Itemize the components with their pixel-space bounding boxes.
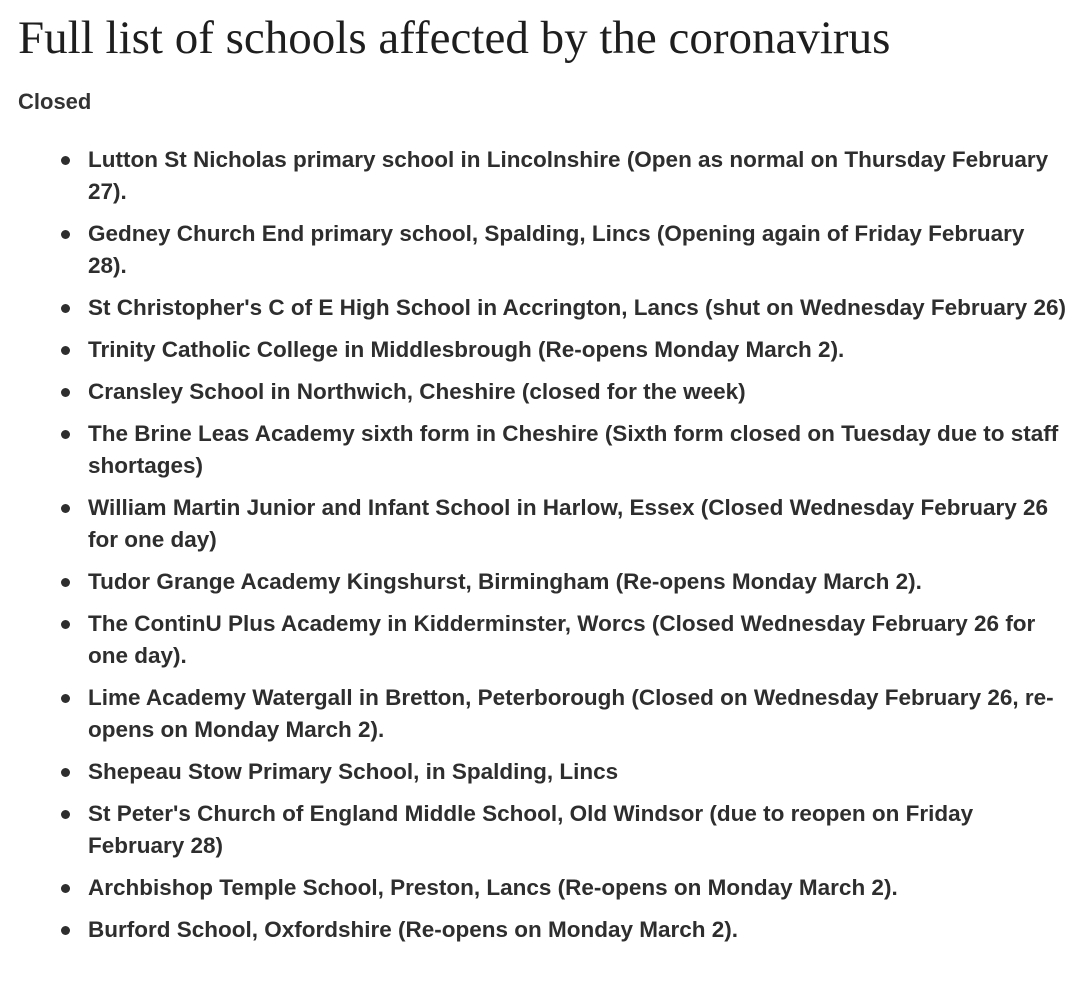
list-item-text: Archbishop Temple School, Preston, Lancs (Re-opens on Monday March 2). — [88, 875, 898, 900]
list-item-text: Burford School, Oxfordshire (Re-opens on Monday March 2). — [88, 917, 739, 942]
bullet-icon — [61, 304, 70, 313]
list-item-text: Tudor Grange Academy Kingshurst, Birmingham (Re-opens Monday March 2). — [88, 569, 922, 594]
bullet-icon — [61, 346, 70, 355]
bullet-icon — [61, 504, 70, 513]
list-item — [0, 218, 1068, 282]
bullet-icon — [61, 810, 70, 819]
list-item-text: Lime Academy Watergall in Bretton, Peterborough (Closed on Wednesday February 26, re-opens on Monday March 2). — [88, 685, 1054, 742]
bullet-icon — [61, 230, 70, 239]
list-item-text: Cransley School in Northwich, Cheshire (closed for the week) — [88, 379, 746, 404]
article-title: Full list of schools affected by the coronavirus — [18, 12, 891, 64]
list-item — [0, 566, 1068, 598]
list-item-text: The ContinU Plus Academy in Kidderminster, Worcs (Closed Wednesday February 26 for one day). — [88, 611, 1036, 668]
bullet-icon — [61, 884, 70, 893]
list-item — [0, 144, 1068, 208]
list-item — [0, 492, 1068, 556]
bullet-icon — [61, 388, 70, 397]
school-list — [0, 144, 1068, 956]
bullet-icon — [61, 430, 70, 439]
list-item — [0, 376, 1068, 408]
list-item-text: St Peter's Church of England Middle School, Old Windsor (due to reopen on Friday February 28) — [88, 801, 974, 858]
list-item — [0, 608, 1068, 672]
list-item-text: Lutton St Nicholas primary school in Lincolnshire (Open as normal on Thursday February 27). — [88, 147, 1049, 204]
list-item — [0, 798, 1068, 862]
list-item — [0, 914, 1068, 946]
list-item — [0, 682, 1068, 746]
list-item — [0, 872, 1068, 904]
list-item — [0, 334, 1068, 366]
bullet-icon — [61, 694, 70, 703]
bullet-icon — [61, 926, 70, 935]
list-item-text: William Martin Junior and Infant School in Harlow, Essex (Closed Wednesday February 26 for one day) — [88, 495, 1049, 552]
list-item — [0, 418, 1068, 482]
list-item — [0, 756, 1068, 788]
bullet-icon — [61, 768, 70, 777]
list-item — [0, 292, 1068, 324]
bullet-icon — [61, 620, 70, 629]
list-item-text: St Christopher's C of E High School in Accrington, Lancs (shut on Wednesday February 26) — [88, 295, 1066, 320]
list-item-text: Trinity Catholic College in Middlesbrough (Re-opens Monday March 2). — [88, 337, 845, 362]
bullet-icon — [61, 156, 70, 165]
list-item-text: The Brine Leas Academy sixth form in Cheshire (Sixth form closed on Tuesday due to staff shortages) — [88, 421, 1059, 478]
list-item-text: Shepeau Stow Primary School, in Spalding, Lincs — [88, 759, 619, 784]
list-item-text: Gedney Church End primary school, Spalding, Lincs (Opening again of Friday February 28). — [88, 221, 1025, 278]
section-label-closed: Closed — [18, 89, 92, 114]
bullet-icon — [61, 578, 70, 587]
